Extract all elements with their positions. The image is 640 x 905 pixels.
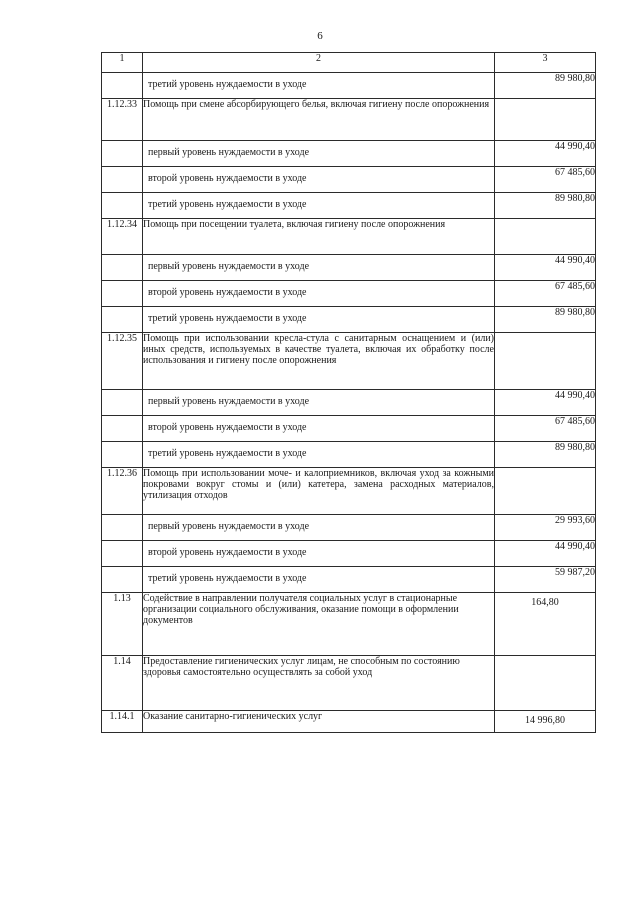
services-table <box>101 52 596 733</box>
row-number: 1.12.35 <box>102 333 143 390</box>
row-description: третий уровень нуждаемости в уходе <box>143 73 495 99</box>
row-description: третий уровень нуждаемости в уходе <box>143 193 495 219</box>
table-row <box>102 73 596 99</box>
row-number: 1.14.1 <box>102 711 143 733</box>
row-number <box>102 390 143 416</box>
row-description: первый уровень нуждаемости в уходе <box>143 515 495 541</box>
row-description: первый уровень нуждаемости в уходе <box>143 390 495 416</box>
row-price <box>495 333 596 390</box>
row-number: 1.12.34 <box>102 219 143 255</box>
column-header-service: 2 <box>143 53 495 73</box>
row-number: 1.12.33 <box>102 99 143 141</box>
table-row <box>102 255 596 281</box>
table-row <box>102 167 596 193</box>
row-price: 164,80 <box>495 593 596 656</box>
row-number <box>102 141 143 167</box>
row-price: 67 485,60 <box>495 416 596 442</box>
row-description: Помощь при посещении туалета, включая гигиену после опорожнения <box>143 219 495 255</box>
column-header-price: 3 <box>495 53 596 73</box>
row-description: Помощь при использовании моче- и калоприемников, включая уход за кожными покровами вокруг стомы и (или) катетера, замена расходных материалов, утилизация отходов <box>143 468 495 515</box>
row-price: 44 990,40 <box>495 255 596 281</box>
table-row <box>102 711 596 733</box>
row-description: второй уровень нуждаемости в уходе <box>143 416 495 442</box>
row-description: Предоставление гигиенических услуг лицам, не способным по состоянию здоровья самостоятельно осуществлять за собой уход <box>143 656 495 711</box>
row-number <box>102 167 143 193</box>
row-description: Помощь при смене абсорбирующего белья, включая гигиену после опорожнения <box>143 99 495 141</box>
row-description: Содействие в направлении получателя социальных услуг в стационарные организации социального обслуживания, оказание помощи в оформлении документов <box>143 593 495 656</box>
row-number <box>102 193 143 219</box>
table-row <box>102 656 596 711</box>
column-header-number: 1 <box>102 53 143 73</box>
table-row <box>102 141 596 167</box>
row-description: Помощь при использовании кресла-стула с санитарным оснащением и (или) иных средств, используемых в качестве туалета, включая их обработку после использования и гигиену после опорожнения <box>143 333 495 390</box>
row-price: 89 980,80 <box>495 307 596 333</box>
row-price: 59 987,20 <box>495 567 596 593</box>
table-row <box>102 219 596 255</box>
page-number: 6 <box>317 30 323 42</box>
row-price: 89 980,80 <box>495 442 596 468</box>
table-row <box>102 99 596 141</box>
row-description: второй уровень нуждаемости в уходе <box>143 541 495 567</box>
row-price: 14 996,80 <box>495 711 596 733</box>
row-description: второй уровень нуждаемости в уходе <box>143 281 495 307</box>
row-description: второй уровень нуждаемости в уходе <box>143 167 495 193</box>
table-row <box>102 390 596 416</box>
table-header-row <box>102 53 596 73</box>
row-price: 89 980,80 <box>495 73 596 99</box>
table-row <box>102 567 596 593</box>
row-price: 29 993,60 <box>495 515 596 541</box>
table-row <box>102 442 596 468</box>
row-price: 67 485,60 <box>495 281 596 307</box>
table-row <box>102 593 596 656</box>
row-number <box>102 442 143 468</box>
row-number: 1.13 <box>102 593 143 656</box>
row-price: 67 485,60 <box>495 167 596 193</box>
row-price: 44 990,40 <box>495 390 596 416</box>
row-price: 44 990,40 <box>495 541 596 567</box>
row-description: Оказание санитарно-гигиенических услуг <box>143 711 495 733</box>
row-description: третий уровень нуждаемости в уходе <box>143 442 495 468</box>
row-number <box>102 541 143 567</box>
table-row <box>102 515 596 541</box>
row-price <box>495 468 596 515</box>
table-row <box>102 416 596 442</box>
row-number <box>102 281 143 307</box>
row-number <box>102 515 143 541</box>
row-number <box>102 73 143 99</box>
row-price <box>495 656 596 711</box>
row-description: третий уровень нуждаемости в уходе <box>143 567 495 593</box>
table-row <box>102 193 596 219</box>
table-row <box>102 281 596 307</box>
row-number: 1.14 <box>102 656 143 711</box>
row-description: первый уровень нуждаемости в уходе <box>143 141 495 167</box>
row-number <box>102 255 143 281</box>
row-description: первый уровень нуждаемости в уходе <box>143 255 495 281</box>
row-price: 89 980,80 <box>495 193 596 219</box>
row-number <box>102 567 143 593</box>
table-row <box>102 307 596 333</box>
row-description: третий уровень нуждаемости в уходе <box>143 307 495 333</box>
row-number <box>102 307 143 333</box>
table-row <box>102 541 596 567</box>
row-price: 44 990,40 <box>495 141 596 167</box>
row-number <box>102 416 143 442</box>
table-row <box>102 468 596 515</box>
row-price <box>495 99 596 141</box>
row-price <box>495 219 596 255</box>
table-row <box>102 333 596 390</box>
row-number: 1.12.36 <box>102 468 143 515</box>
